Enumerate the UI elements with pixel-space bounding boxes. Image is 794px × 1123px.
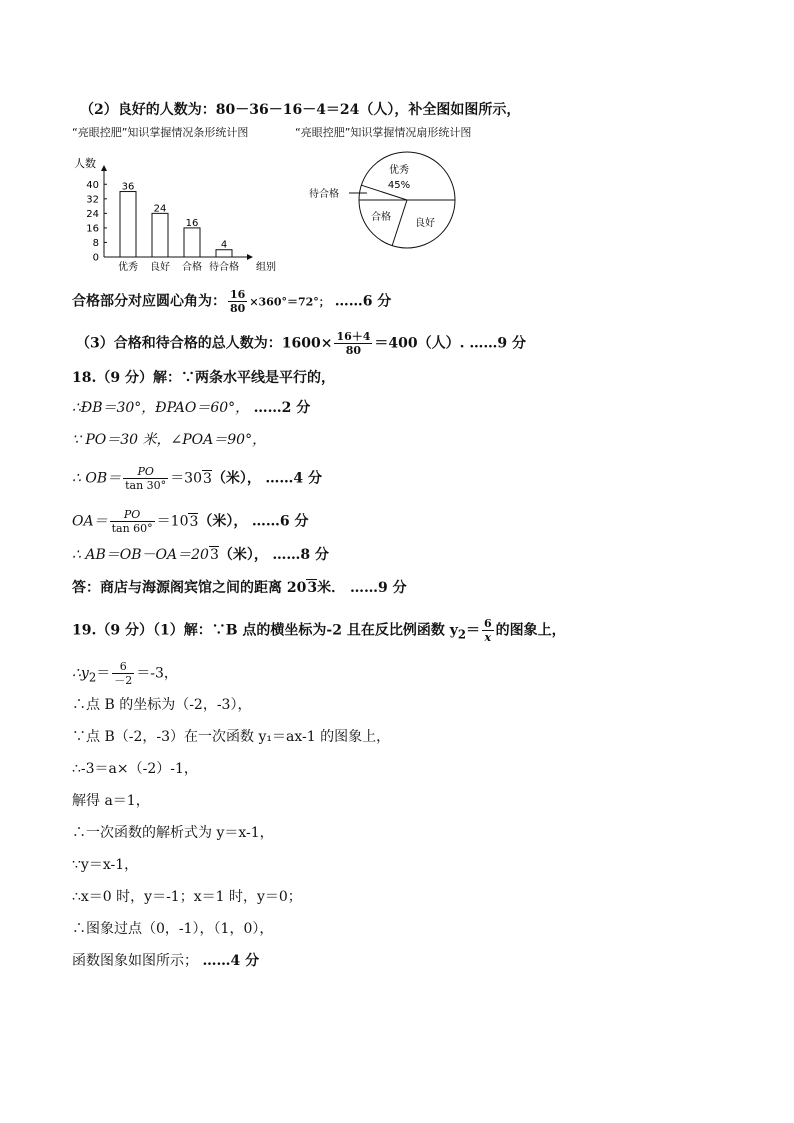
pie-label-excellent: 优秀 xyxy=(389,165,409,176)
bar xyxy=(152,213,168,257)
fraction: $\frac{6}{x}$ xyxy=(483,617,492,644)
answer-line-3: （3）合格和待合格的总人数为：1600× $\frac{16+4}{80}$ ＝400（人）. ……9 分 xyxy=(76,330,527,357)
sqrt: 3 xyxy=(307,580,318,596)
q19-step6: ∴一次函数的解析式为 y＝x-1， xyxy=(72,825,274,841)
y-tick-label: 8 xyxy=(92,237,99,249)
bar xyxy=(216,250,232,257)
bar xyxy=(120,192,136,257)
x-tick-label: 合格 xyxy=(182,262,202,273)
q18-step1: ∴ÐB＝30°，ÐPAO＝60°， ……2 分 xyxy=(72,400,311,416)
q19-step9: ∴图象过点（0，-1），（1，0）， xyxy=(72,921,274,937)
y-tick-label: 0 xyxy=(92,252,99,264)
fraction: $\frac{16+4}{80}$ xyxy=(336,330,371,357)
bar-chart-title: “亮眼控肥”知识掌握情况条形统计图 xyxy=(72,126,249,139)
y-tick-label: 16 xyxy=(86,223,99,235)
sqrt: 3 xyxy=(203,470,212,487)
x-tick-label: 良好 xyxy=(150,262,170,273)
y-tick-label: 32 xyxy=(86,194,99,206)
pie-chart-title: “亮眼控肥”知识掌握情况扇形统计图 xyxy=(295,126,472,139)
fraction: $\frac{16}{80}$ xyxy=(230,288,246,315)
sqrt: 3 xyxy=(189,513,199,530)
pie-label-good: 良好 xyxy=(415,218,435,229)
q19-step8: ∴x＝0 时，y＝-1；x＝1 时，y＝0； xyxy=(72,889,302,905)
answer-angle-line: 合格部分对应圆心角为： $\frac{16}{80}$ ×360°＝72°； ……6 分 xyxy=(72,288,392,315)
bar-value-label: 4 xyxy=(220,239,228,251)
x-axis-label: 组别 xyxy=(256,262,276,273)
pie-label-pass: 合格 xyxy=(371,212,391,223)
x-tick-label: 优秀 xyxy=(118,262,138,273)
bar-value-label: 36 xyxy=(121,181,135,193)
q18-step3: ∴ OB＝ $\frac{PO}{\tan 30^\circ}$ ＝303（米）， ……4 分 xyxy=(72,465,323,492)
answer-line-2: （2）良好的人数为：80－36－16－4＝24（人），补全图如图所示， xyxy=(80,102,521,118)
q19-step2: ∴点 B 的坐标为（-2，-3）， xyxy=(72,697,252,713)
q18-step4: OA＝ $\frac{PO}{\tan 60^\circ}$ ＝103（米）， ……6 分 xyxy=(72,508,309,535)
q19-step1: $\therefore y_2=$ $\frac{6}{-2}$ ＝-3， xyxy=(72,660,178,687)
fraction: $\frac{PO}{\tan 60^\circ}$ xyxy=(111,508,153,535)
bar-value-label: 16 xyxy=(185,217,199,229)
q18-step2: ∵ PO＝30 米，∠POA＝90°， xyxy=(72,432,267,448)
pie-label-pending: 待合格 xyxy=(309,189,339,200)
y-tick-label: 40 xyxy=(86,179,99,191)
x-axis-arrow xyxy=(247,254,253,260)
bar xyxy=(184,228,200,257)
q19-step10: 函数图象如图所示； ……4 分 xyxy=(72,953,260,969)
bar-value-label: 24 xyxy=(153,203,167,215)
fraction: $\frac{6}{-2}$ xyxy=(114,660,133,687)
q19-step4: ∴-3＝a×（-2）-1， xyxy=(72,761,198,777)
y-tick-label: 24 xyxy=(86,208,99,220)
sqrt: 3 xyxy=(209,547,219,563)
q19-step5: 解得 a＝1， xyxy=(72,793,150,809)
y-axis-label: 人数 xyxy=(74,157,96,170)
pie-chart xyxy=(305,150,485,250)
q18-step5: ∴ AB＝OB－OA＝203（米）， ……8 分 xyxy=(72,547,329,563)
q18-answer: 答：商店与海源阁宾馆之间的距离 203米． ……9 分 xyxy=(72,580,407,596)
q18-heading: 18.（9 分）解：∵两条水平线是平行的， xyxy=(72,370,335,386)
fraction: $\frac{PO}{\tan 30^\circ}$ xyxy=(125,465,167,492)
q19-heading: 19.（9 分）（1）解：∵B 点的横坐标为-2 且在反比例函数 $y_2=$ $\frac{6}{x}$ 的图象上， xyxy=(72,617,566,644)
bar-chart xyxy=(70,145,290,275)
x-tick-label: 待合格 xyxy=(209,262,239,273)
y-axis-arrow xyxy=(101,165,107,171)
q19-step7: ∵y＝x-1， xyxy=(72,857,139,873)
q19-step3: ∵点 B（-2，-3）在一次函数 y₁＝ax-1 的图象上， xyxy=(72,729,391,745)
pie-label-percent: 45% xyxy=(387,180,411,191)
